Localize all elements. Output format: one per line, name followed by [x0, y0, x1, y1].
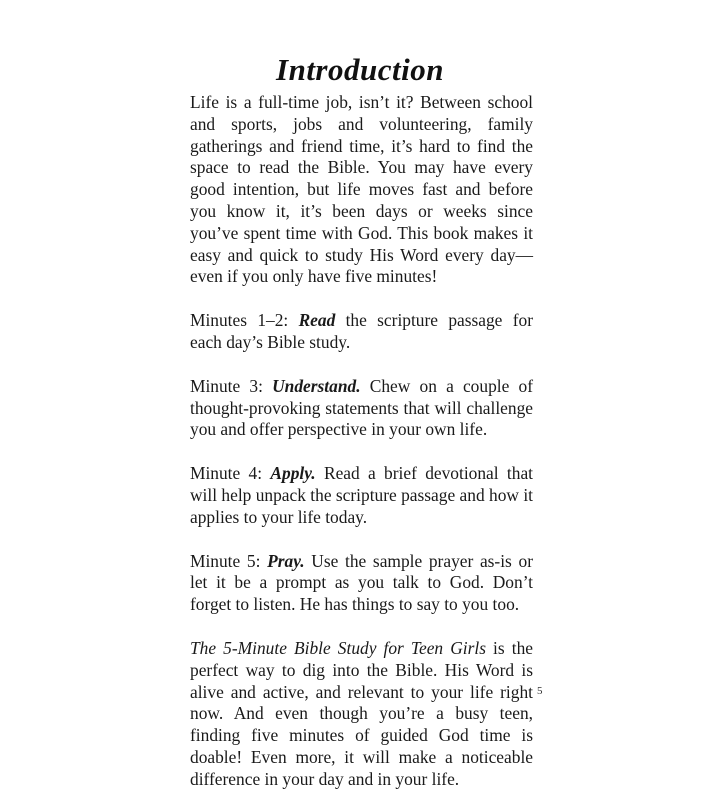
- intro-text: Life is a full-time job, isn’t it? Between school and sports, jobs and volunteering, family gatherings and friend time, it’s hard to find the space to read the Bible. You may have every good intention, but life moves fast and before you know it, it’s been days or weeks since you’ve spent time with God. This book makes it easy and quick to study His Word every day—even if you only have five minutes!: [190, 92, 533, 287]
- book-title: The 5-Minute Bible Study for Teen Girls: [190, 637, 486, 658]
- step-understand-term: Understand.: [272, 375, 361, 396]
- step-pray-paragraph: [190, 551, 533, 616]
- step-understand-paragraph: [190, 376, 533, 441]
- page-number: 5: [537, 685, 543, 697]
- step-pray-prefix: Minute 5:: [190, 550, 268, 571]
- page-title: Introduction: [276, 52, 444, 87]
- step-apply-prefix: Minute 4:: [190, 463, 271, 484]
- step-read-text: the scripture passage for each day’s Bible study.: [190, 310, 533, 352]
- closing-paragraph: [190, 638, 533, 791]
- step-understand-text: Chew on a couple of thought-provoking statements that will challenge you and offer perspective in your own life.: [190, 375, 533, 440]
- step-pray-term: Pray.: [267, 550, 305, 571]
- body-text: [190, 92, 533, 791]
- step-apply-term: Apply.: [270, 463, 316, 484]
- step-understand-prefix: Minute 3:: [190, 375, 273, 396]
- step-apply-text: Read a brief devotional that will help unpack the scripture passage and how it applies to your life today.: [190, 463, 533, 527]
- step-read-paragraph: [190, 310, 533, 354]
- step-read-term: Read: [298, 310, 336, 331]
- step-pray-text: Use the sample prayer as-is or let it be a prompt as you talk to God. Don’t forget to listen. He has things to say to you too.: [190, 550, 533, 615]
- step-read-prefix: Minutes 1–2:: [190, 310, 299, 331]
- step-apply-paragraph: [190, 463, 533, 528]
- closing-text: is the perfect way to dig into the Bible. His Word is alive and active, and relevant to your life right now. And even though you’re a busy teen, finding five minutes of guided God time is doable! Even more, it will make a noticeable difference in your day and in your life.: [190, 637, 533, 789]
- intro-paragraph: [190, 92, 533, 288]
